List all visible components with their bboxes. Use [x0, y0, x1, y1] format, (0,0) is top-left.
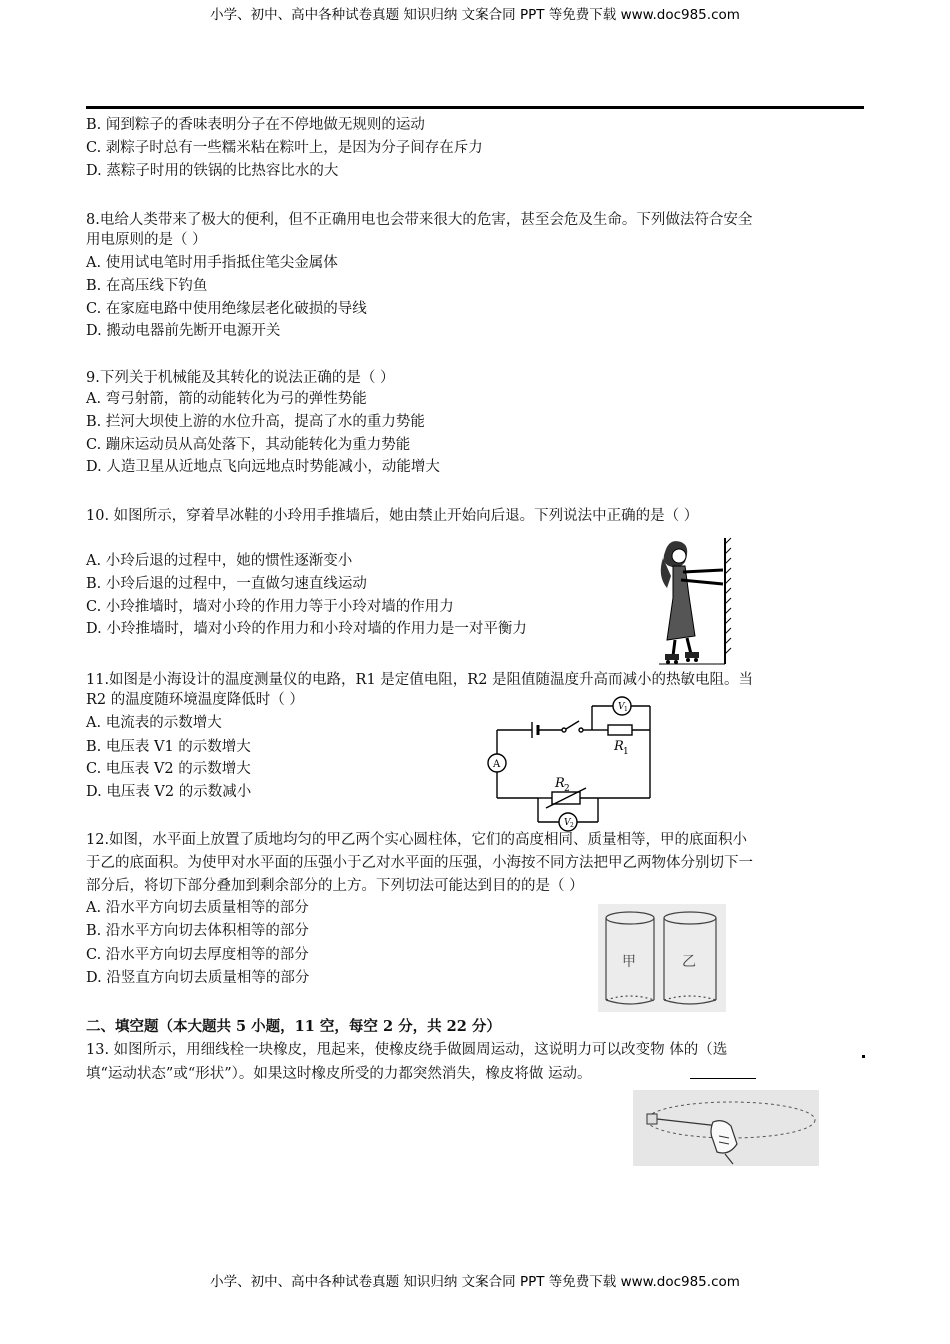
q12-option-c: C. 沿水平方向切去厚度相等的部分 [86, 947, 309, 963]
r2-label: R [555, 776, 565, 791]
v1-meter-sub: 1 [624, 706, 628, 713]
q9-option-c: C. 蹦床运动员从高处落下，其动能转化为重力势能 [86, 437, 411, 453]
q11-option-c: C. 电压表 V2 的示数增大 [86, 761, 251, 777]
q12-stem-line3: 部分后，将切下部分叠加到剩余部分的上方。下列切法可能达到目的的是（ ） [86, 878, 584, 894]
q7-option-d: D. 蒸粽子时用的铁锅的比热容比水的大 [86, 163, 339, 179]
q11-option-a: A. 电流表的示数增大 [86, 715, 222, 731]
q10-stem: 10. 如图所示，穿着旱冰鞋的小玲用手推墙后，她由禁止开始向后退。下列说法中正确的是（ ） [86, 508, 699, 524]
q9-stem: 9.下列关于机械能及其转化的说法正确的是（ ） [86, 370, 395, 386]
q7-option-b: B. 闻到粽子的香味表明分子在不停地做无规则的运动 [86, 117, 425, 133]
q10-option-a: A. 小玲后退的过程中，她的惯性逐渐变小 [86, 553, 353, 569]
q9-option-d: D. 人造卫星从近地点飞向远地点时势能减小，动能增大 [86, 459, 440, 475]
eraser-circular-motion-figure [633, 1090, 819, 1166]
q12-stem-line2: 于乙的底面积。为使甲对水平面的压强小于乙对水平面的压强，小海按不同方法把甲乙两物体分别切下一 [86, 855, 753, 871]
q13-dot [862, 1055, 865, 1058]
q12-option-b: B. 沿水平方向切去体积相等的部分 [86, 923, 309, 939]
q7-option-c: C. 剥粽子时总有一些糯米粘在粽叶上，是因为分子间存在斥力 [86, 140, 483, 156]
section-2-heading: 二、填空题（本大题共 5 小题，11 空，每空 2 分，共 22 分） [86, 1018, 501, 1035]
q10-option-d: D. 小玲推墙时，墙对小玲的作用力和小玲对墙的作用力是一对平衡力 [86, 621, 527, 637]
girl-pushing-wall-figure [645, 536, 735, 666]
r2-sub: 2 [564, 784, 570, 794]
circuit-diagram [482, 692, 662, 834]
cylinders-figure [598, 904, 726, 1012]
v2-meter-label: V [564, 818, 571, 828]
q8-stem-line2: 用电原则的是（ ） [86, 232, 207, 248]
q9-option-a: A. 弯弓射箭，箭的动能转化为弓的弹性势能 [86, 391, 367, 407]
r1-label: R [614, 739, 624, 754]
q8-option-d: D. 搬动电器前先断开电源开关 [86, 323, 281, 339]
cylinder-yi-label: 乙 [682, 954, 696, 970]
page-footer: 小学、初中、高中各种试卷真题 知识归纳 文案合同 PPT 等免费下载 www.doc985.com [210, 1274, 740, 1290]
q13-answer-blank [690, 1078, 756, 1079]
q11-option-b: B. 电压表 V1 的示数增大 [86, 739, 251, 755]
q13-line1: 13. 如图所示，用细线栓一块橡皮，甩起来，使橡皮绕手做圆周运动，这说明力可以改变物 体的（选 [86, 1042, 728, 1058]
header-rule [86, 106, 864, 109]
q12-stem-line1: 12.如图，水平面上放置了质地均匀的甲乙两个实心圆柱体，它们的高度相同、质量相等，甲的底面积小 [86, 832, 748, 848]
q12-option-a: A. 沿水平方向切去质量相等的部分 [86, 900, 309, 916]
q10-option-b: B. 小玲后退的过程中，一直做匀速直线运动 [86, 576, 367, 592]
q11-option-d: D. 电压表 V2 的示数减小 [86, 784, 252, 800]
q8-option-a: A. 使用试电笔时用手指抵住笔尖金属体 [86, 255, 338, 271]
q11-stem-line2: R2 的温度随环境温度降低时（ ） [86, 692, 304, 708]
q8-option-b: B. 在高压线下钓鱼 [86, 278, 208, 294]
q8-option-c: C. 在家庭电路中使用绝缘层老化破损的导线 [86, 301, 367, 317]
r1-sub: 1 [623, 747, 629, 757]
q12-option-d: D. 沿竖直方向切去质量相等的部分 [86, 970, 310, 986]
v1-meter-label: V [618, 702, 625, 712]
q11-stem-line1: 11.如图是小海设计的温度测量仪的电路，R1 是定值电阻，R2 是阻值随温度升高而减小的热敏电阻。当 [86, 672, 754, 688]
v2-meter-sub: 2 [570, 822, 574, 829]
q8-stem-line1: 8.电给人类带来了极大的便利，但不正确用电也会带来很大的危害，甚至会危及生命。下列做法符合安全 [86, 212, 753, 228]
page-header: 小学、初中、高中各种试卷真题 知识归纳 文案合同 PPT 等免费下载 www.doc985.com [210, 7, 740, 23]
q13-line2: 填“运动状态”或“形状”）。如果这时橡皮所受的力都突然消失，橡皮将做 运动。 [86, 1066, 592, 1082]
cylinder-jia-label: 甲 [622, 954, 636, 970]
q9-option-b: B. 拦河大坝使上游的水位升高，提高了水的重力势能 [86, 414, 425, 430]
ammeter-label: A [493, 759, 501, 770]
q10-option-c: C. 小玲推墙时，墙对小玲的作用力等于小玲对墙的作用力 [86, 599, 454, 615]
